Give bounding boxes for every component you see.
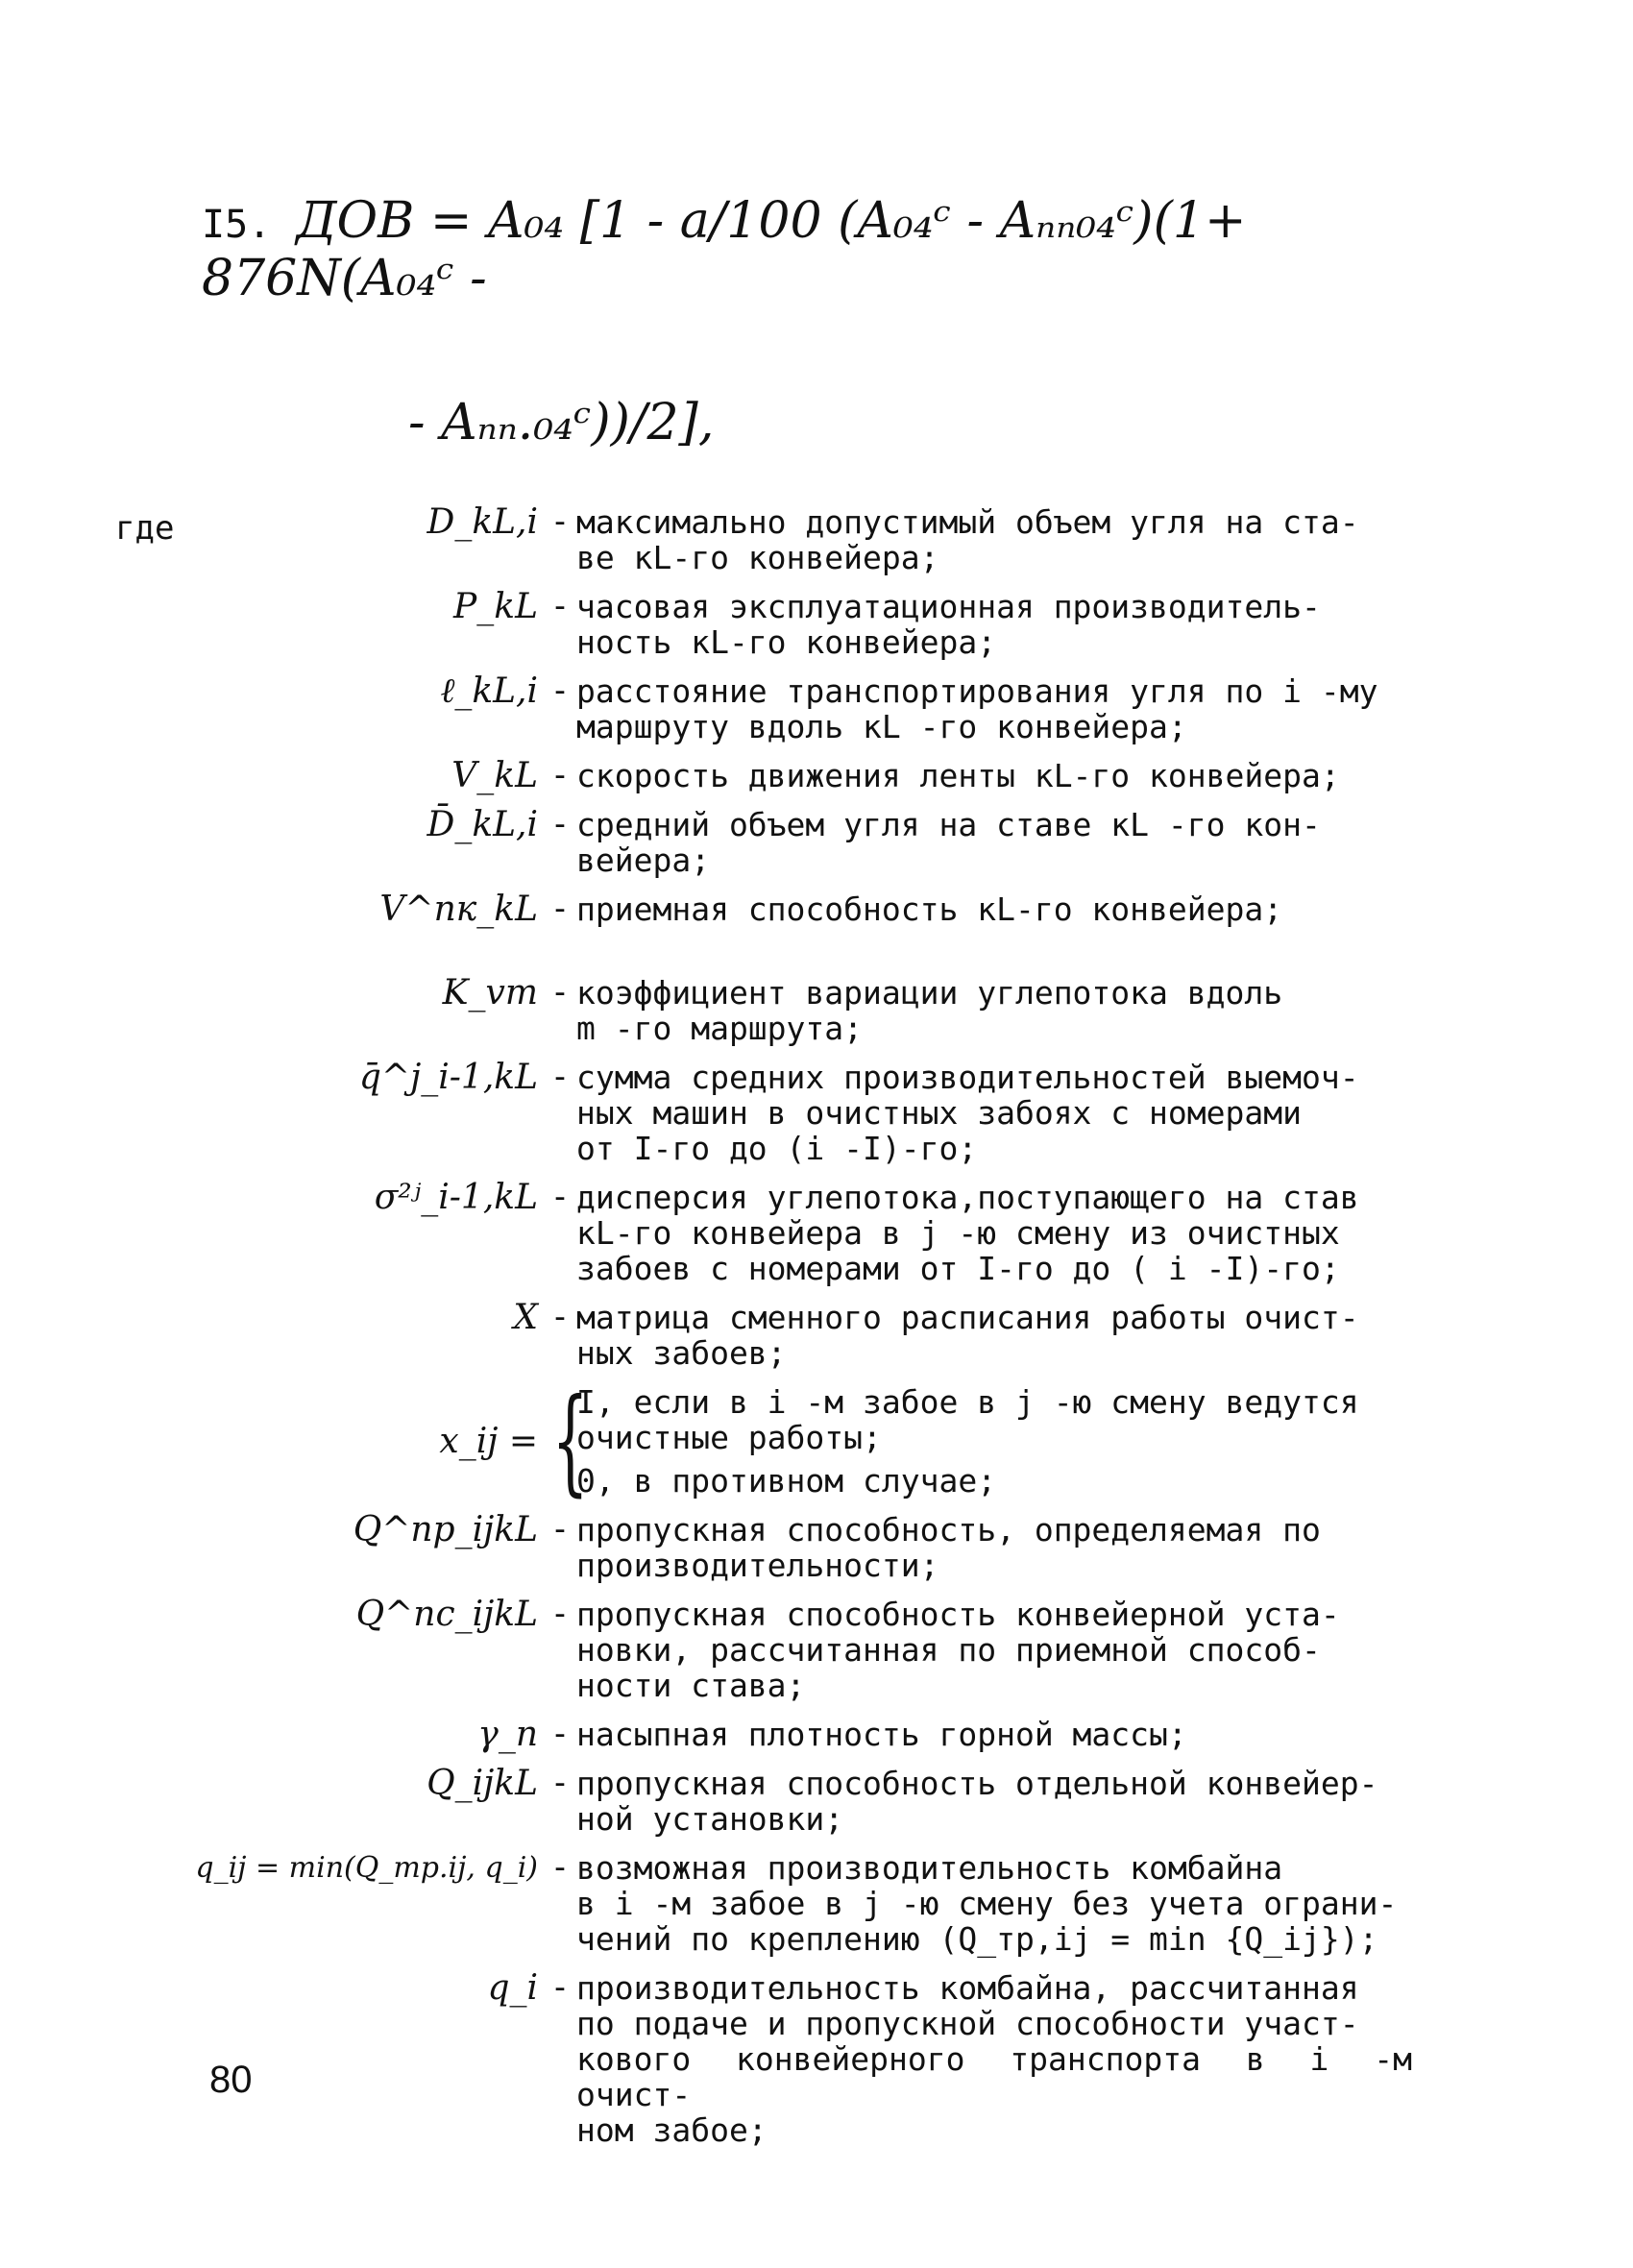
definition-dash: - bbox=[549, 1510, 571, 1549]
piecewise-case-2: 0, в противном случае; bbox=[576, 1462, 997, 1500]
definition-dash: - bbox=[549, 587, 571, 625]
definition-symbol: ℓ_kL,i bbox=[440, 671, 538, 711]
definition-row bbox=[144, 975, 1412, 1046]
definition-row bbox=[144, 1766, 1412, 1837]
definition-text: пропускная способность конвейерной уста- новки, рассчитанная по приемной способ- ности става; bbox=[576, 1596, 1340, 1704]
formula-15 bbox=[202, 192, 1450, 451]
definition-text: возможная производительность комбайна в i -м забое в j -ю смену без учета ограни- чений по креплению (Q_тр,ij = min {Q_ij}); bbox=[576, 1849, 1398, 1958]
definition-dash: - bbox=[549, 1848, 571, 1887]
where-label: где bbox=[115, 509, 175, 548]
definition-row bbox=[144, 504, 1412, 575]
definition-dash: - bbox=[549, 1764, 571, 1802]
definition-text: пропускная способность, определяемая по производительности; bbox=[576, 1511, 1321, 1584]
definition-symbol: K_vm bbox=[442, 973, 538, 1012]
definition-dash: - bbox=[549, 805, 571, 843]
piecewise-definition bbox=[144, 1374, 1412, 1508]
definition-symbol: X bbox=[513, 1298, 538, 1337]
definition-text: насыпная плотность горной массы; bbox=[576, 1716, 1187, 1753]
definition-row bbox=[144, 1060, 1412, 1166]
definition-dash: - bbox=[549, 1178, 571, 1216]
definition-symbol: q̄^j_i-1,kL bbox=[358, 1058, 538, 1097]
definition-text: коэффициент вариации углепотока вдоль m -го маршрута; bbox=[576, 974, 1283, 1047]
definition-dash: - bbox=[549, 1595, 571, 1633]
definition-row bbox=[144, 758, 1412, 793]
left-brace: { bbox=[551, 1374, 589, 1508]
definition-symbol: q_ij = min(Q_тр.ij, q_i) bbox=[195, 1851, 538, 1885]
definition-dash: - bbox=[549, 973, 571, 1012]
definition-text: скорость движения ленты кL-го конвейера; bbox=[576, 757, 1340, 794]
definition-dash: - bbox=[549, 1968, 571, 2007]
definition-row bbox=[144, 891, 1412, 927]
definition-symbol: q_i bbox=[487, 1968, 538, 2008]
definition-row bbox=[144, 1180, 1412, 1286]
definition-symbol: D̄_kL,i bbox=[427, 805, 538, 844]
definition-row bbox=[144, 1717, 1412, 1752]
definition-text: часовая эксплуатационная производитель- ность кL-го конвейера; bbox=[576, 588, 1321, 661]
definition-symbol: Q_ijkL bbox=[427, 1764, 538, 1803]
formula-line-2: - Aₙₙ.₀₄ᶜ))/2], bbox=[408, 394, 715, 451]
formula-number: I5. bbox=[202, 203, 272, 247]
definition-row bbox=[144, 1597, 1412, 1703]
definition-symbol: γ_n bbox=[477, 1715, 538, 1754]
definition-text: дисперсия углепотока,поступающего на став кL-го конвейера в j -ю смену из очистных забоев с номерами от I-го до ( i -I)-го; bbox=[576, 1179, 1359, 1287]
definition-text: пропускная способность отдельной конвейер- ной установки; bbox=[576, 1765, 1378, 1838]
definition-symbol: σ²ʲ_i-1,kL bbox=[374, 1178, 538, 1217]
definition-row bbox=[144, 1300, 1412, 1371]
definition-row bbox=[144, 589, 1412, 660]
definition-row bbox=[144, 673, 1412, 744]
definition-symbol: P_kL bbox=[453, 587, 538, 626]
definition-row bbox=[144, 1512, 1412, 1583]
definition-symbol: V_kL bbox=[451, 756, 538, 795]
definition-text: расстояние транспортирования угля по i -му маршруту вдоль кL -го конвейера; bbox=[576, 672, 1378, 745]
piecewise-cases bbox=[576, 1384, 1412, 1499]
piecewise-symbol: x_ij = bbox=[439, 1422, 538, 1461]
definition-dash: - bbox=[549, 1298, 571, 1336]
piecewise-case-1: I, если в i -м забое в j -ю смену ведутся очистные работы; bbox=[576, 1383, 1359, 1456]
definition-dash: - bbox=[549, 890, 571, 928]
definition-dash: - bbox=[549, 1715, 571, 1753]
definition-row bbox=[144, 807, 1412, 878]
definition-text: максимально допустимый объем угля на ста- ве кL-го конвейера; bbox=[576, 503, 1359, 576]
definitions-list bbox=[144, 504, 1412, 2161]
definition-text: приемная способность кL-го конвейера; bbox=[576, 890, 1283, 928]
definition-text: производительность комбайна, рассчитанная по подаче и пропускной способности участ- кового конвейерного транспорта в i -м очист- ном забое; bbox=[576, 1969, 1412, 2149]
definition-symbol: Q^пс_ijkL bbox=[355, 1595, 538, 1634]
definition-dash: - bbox=[549, 756, 571, 794]
definition-row bbox=[144, 1970, 1412, 2148]
page-number: 80 bbox=[209, 2059, 253, 2101]
definition-symbol: V^пк_kL bbox=[379, 890, 538, 929]
formula-line-1: ДОВ = A₀₄ [1 - a/100 (A₀₄ᶜ - Aₙₙ₀₄ᶜ)(1+ 876N(A₀₄ᶜ - bbox=[202, 192, 1247, 307]
definition-text: сумма средних производительностей выемоч- ных машин в очистных забоях с номерами от I-го до (i -I)-го; bbox=[576, 1059, 1359, 1167]
definition-symbol: Q^пр_ijkL bbox=[353, 1510, 538, 1549]
definition-dash: - bbox=[549, 671, 571, 710]
definition-dash: - bbox=[549, 1058, 571, 1096]
definition-symbol: D_kL,i bbox=[427, 502, 538, 542]
definition-text: матрица сменного расписания работы очист- ных забоев; bbox=[576, 1299, 1359, 1372]
definition-text: средний объем угля на ставе кL -го кон- вейера; bbox=[576, 806, 1321, 879]
definition-dash: - bbox=[549, 502, 571, 541]
definition-row bbox=[144, 1850, 1412, 1957]
